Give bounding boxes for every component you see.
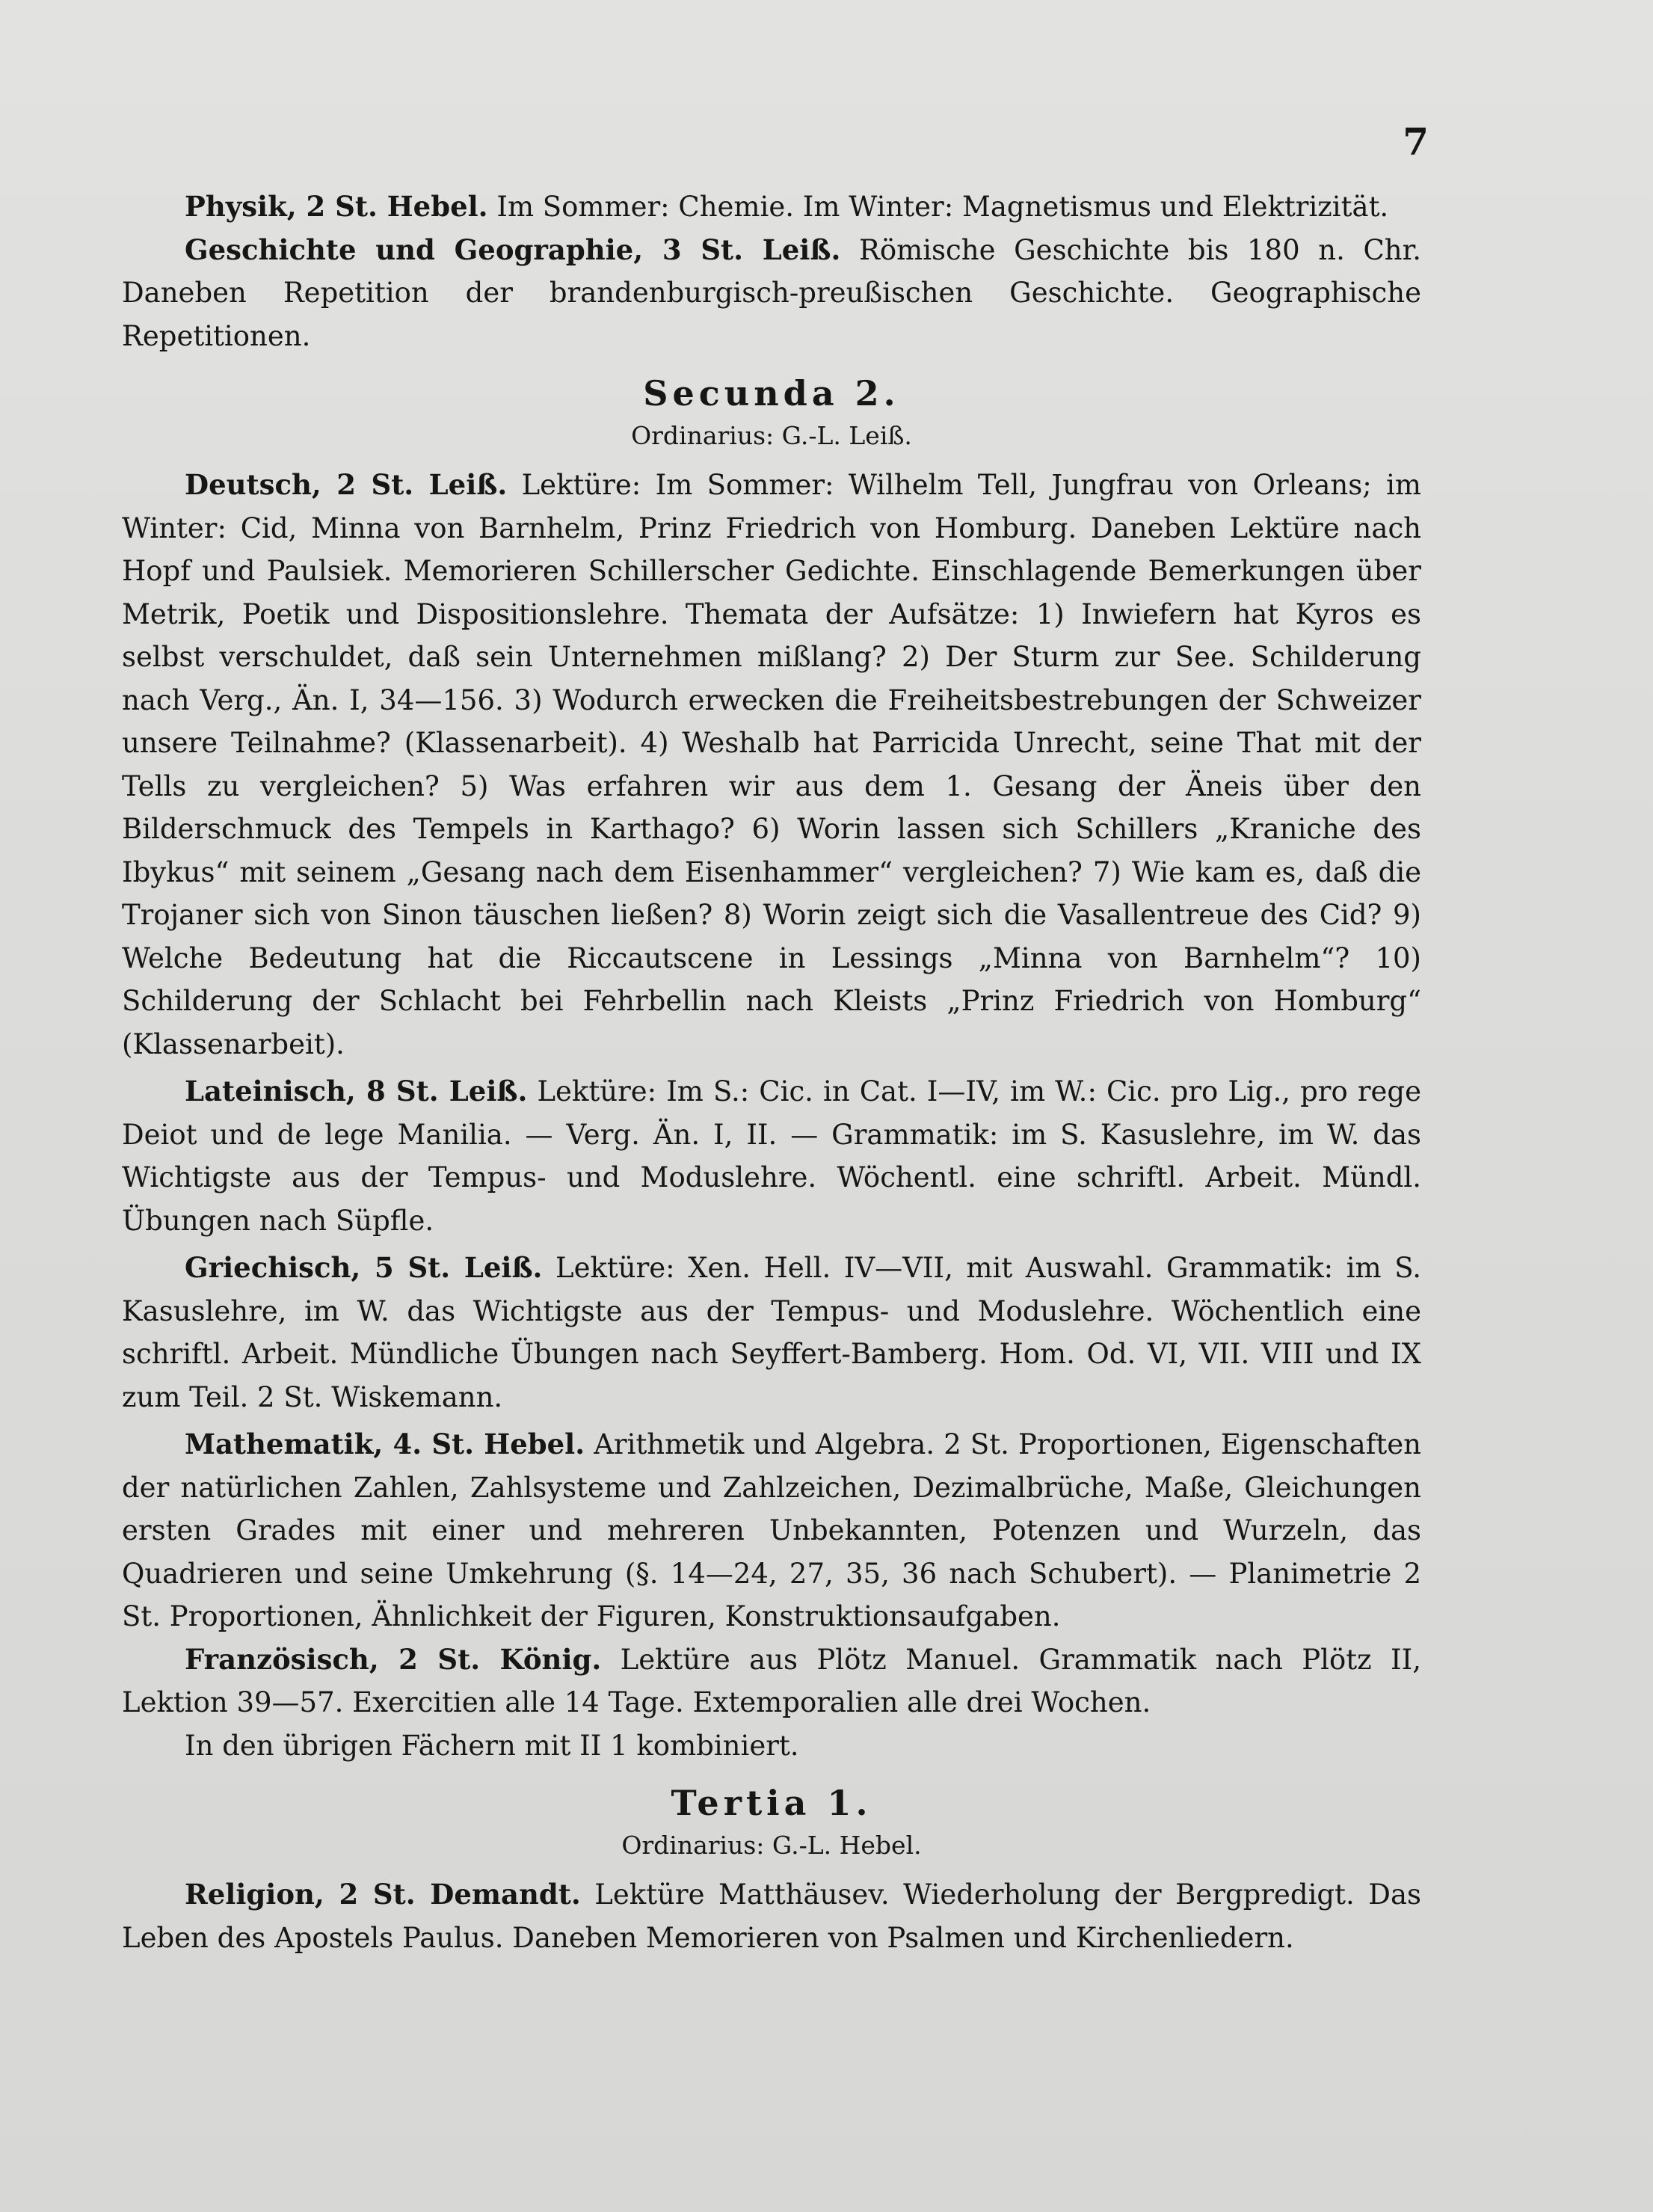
subject-text: Lektüre aus Plötz Manuel. Grammatik nach Plötz II, Lektion 39—57. Exercitien alle 14 Tage. Extemporalien alle drei Wochen.	[122, 1643, 1421, 1718]
subject-lead: Französisch, 2 St. König.	[185, 1642, 602, 1676]
subject-lead: Griechisch, 5 St. Leiß.	[185, 1251, 543, 1284]
subject-lead: Mathematik, 4. St. Hebel.	[185, 1428, 585, 1460]
ordinarius-tertia: Ordinarius: G.-L. Hebel.	[621, 1831, 922, 1860]
paragraph-franzoesisch	[122, 1638, 1421, 1724]
subject-text: Lektüre: Im Sommer: Wilhelm Tell, Jungfrau von Orleans; im Winter: Cid, Minna von Barnhelm, Prinz Friedrich von Homburg. Daneben Lektüre nach Hopf und Paulsiek. Memorieren Schillerscher Gedichte. Einschlagende Bemerkungen über Metrik, Poetik und Dispositionslehre. Themata der Aufsätze: 1) Inwiefern hat Kyros es selbst verschuldet, daß sein Unternehmen mißlang? 2) Der Sturm zur See. Schilderung nach Verg., Än. I, 34—156. 3) Wodurch erwecken die Freiheitsbestrebungen der Schweizer unsere Teilnahme? (Klassenarbeit). 4) Weshalb hat Parricida Unrecht, seine That mit der Tells zu vergleichen? 5) Was erfahren wir aus dem 1. Gesang der Äneis über den Bilderschmuck des Tempels in Karthago? 6) Worin lassen sich Schillers „Kraniche des Ibykus“ mit seinem „Gesang nach dem Eisenhammer“ vergleichen? 7) Wie kam es, daß die Trojaner sich von Sinon täuschen ließen? 8) Worin zeigt sich die Vasallentreue des Cid? 9) Welche Bedeutung hat die Riccautscene in Lessings „Minna von Barnhelm“? 10) Schilderung der Schlacht bei Fehrbellin nach Kleists „Prinz Friedrich von Homburg“ (Klassenarbeit).	[122, 469, 1421, 1060]
page-content	[122, 185, 1421, 1959]
subject-lead: Lateinisch, 8 St. Leiß.	[185, 1075, 528, 1107]
paragraph-uebrige: In den übrigen Fächern mit II 1 kombiniert.	[185, 1729, 799, 1762]
subject-text: Im Sommer: Chemie. Im Winter: Magnetismus und Elektrizität.	[487, 191, 1389, 223]
paragraph-physik	[122, 185, 1421, 229]
section-heading-tertia: Tertia 1.	[671, 1783, 872, 1823]
subject-lead: Religion, 2 St. Demandt.	[185, 1878, 581, 1911]
subject-lead: Geschichte und Geographie, 3 St. Leiß.	[185, 233, 841, 266]
section-heading-secunda: Secunda 2.	[643, 373, 900, 414]
subject-text: Arithmetik und Algebra. 2 St. Proportionen, Eigenschaften der natürlichen Zahlen, Zahlsysteme und Zahlzeichen, Dezimalbrüche, Maße, Gleichungen ersten Grades mit einer und mehreren Unbekannten, Potenzen und Wurzeln, das Quadrieren und seine Umkehrung (§. 14—24, 27, 35, 36 nach Schubert). — Planimetrie 2 St. Proportionen, Ähnlichkeit der Figuren, Konstruktionsaufgaben.	[122, 1428, 1421, 1632]
paragraph-geschichte	[122, 229, 1421, 358]
subject-text: Lektüre: Im S.: Cic. in Cat. I—IV, im W.: Cic. pro Lig., pro rege Deiot und de lege Manilia. — Verg. Än. I, II. — Grammatik: im S. Kasuslehre, im W. das Wichtigste aus der Tempus- und Moduslehre. Wöchentl. eine schriftl. Arbeit. Mündl. Übungen nach Süpfle.	[122, 1075, 1421, 1237]
paragraph-griechisch	[122, 1247, 1421, 1419]
paragraph-religion	[122, 1873, 1421, 1959]
ordinarius-secunda: Ordinarius: G.-L. Leiß.	[631, 421, 912, 450]
subject-lead: Physik, 2 St. Hebel.	[185, 190, 488, 223]
paragraph-lateinisch	[122, 1070, 1421, 1242]
subject-text: Römische Geschichte bis 180 n. Chr. Daneben Repetition der brandenburgisch-preußischen Geschichte. Geographische Repetitionen.	[122, 233, 1421, 352]
subject-text: Lektüre Matthäusev. Wiederholung der Bergpredigt. Das Leben des Apostels Paulus. Daneben Memorieren von Psalmen und Kirchenliedern.	[122, 1878, 1421, 1954]
subject-lead: Deutsch, 2 St. Leiß.	[185, 468, 508, 501]
page-number: 7	[1403, 120, 1429, 164]
paragraph-mathematik	[122, 1423, 1421, 1638]
subject-text: Lektüre: Xen. Hell. IV—VII, mit Auswahl. Grammatik: im S. Kasuslehre, im W. das Wichtigste aus der Tempus- und Moduslehre. Wöchentlich eine schriftl. Arbeit. Mündliche Übungen nach Seyffert-Bamberg. Hom. Od. VI, VII. VIII und IX zum Teil. 2 St. Wiskemann.	[122, 1252, 1421, 1413]
paragraph-deutsch	[122, 464, 1421, 1066]
